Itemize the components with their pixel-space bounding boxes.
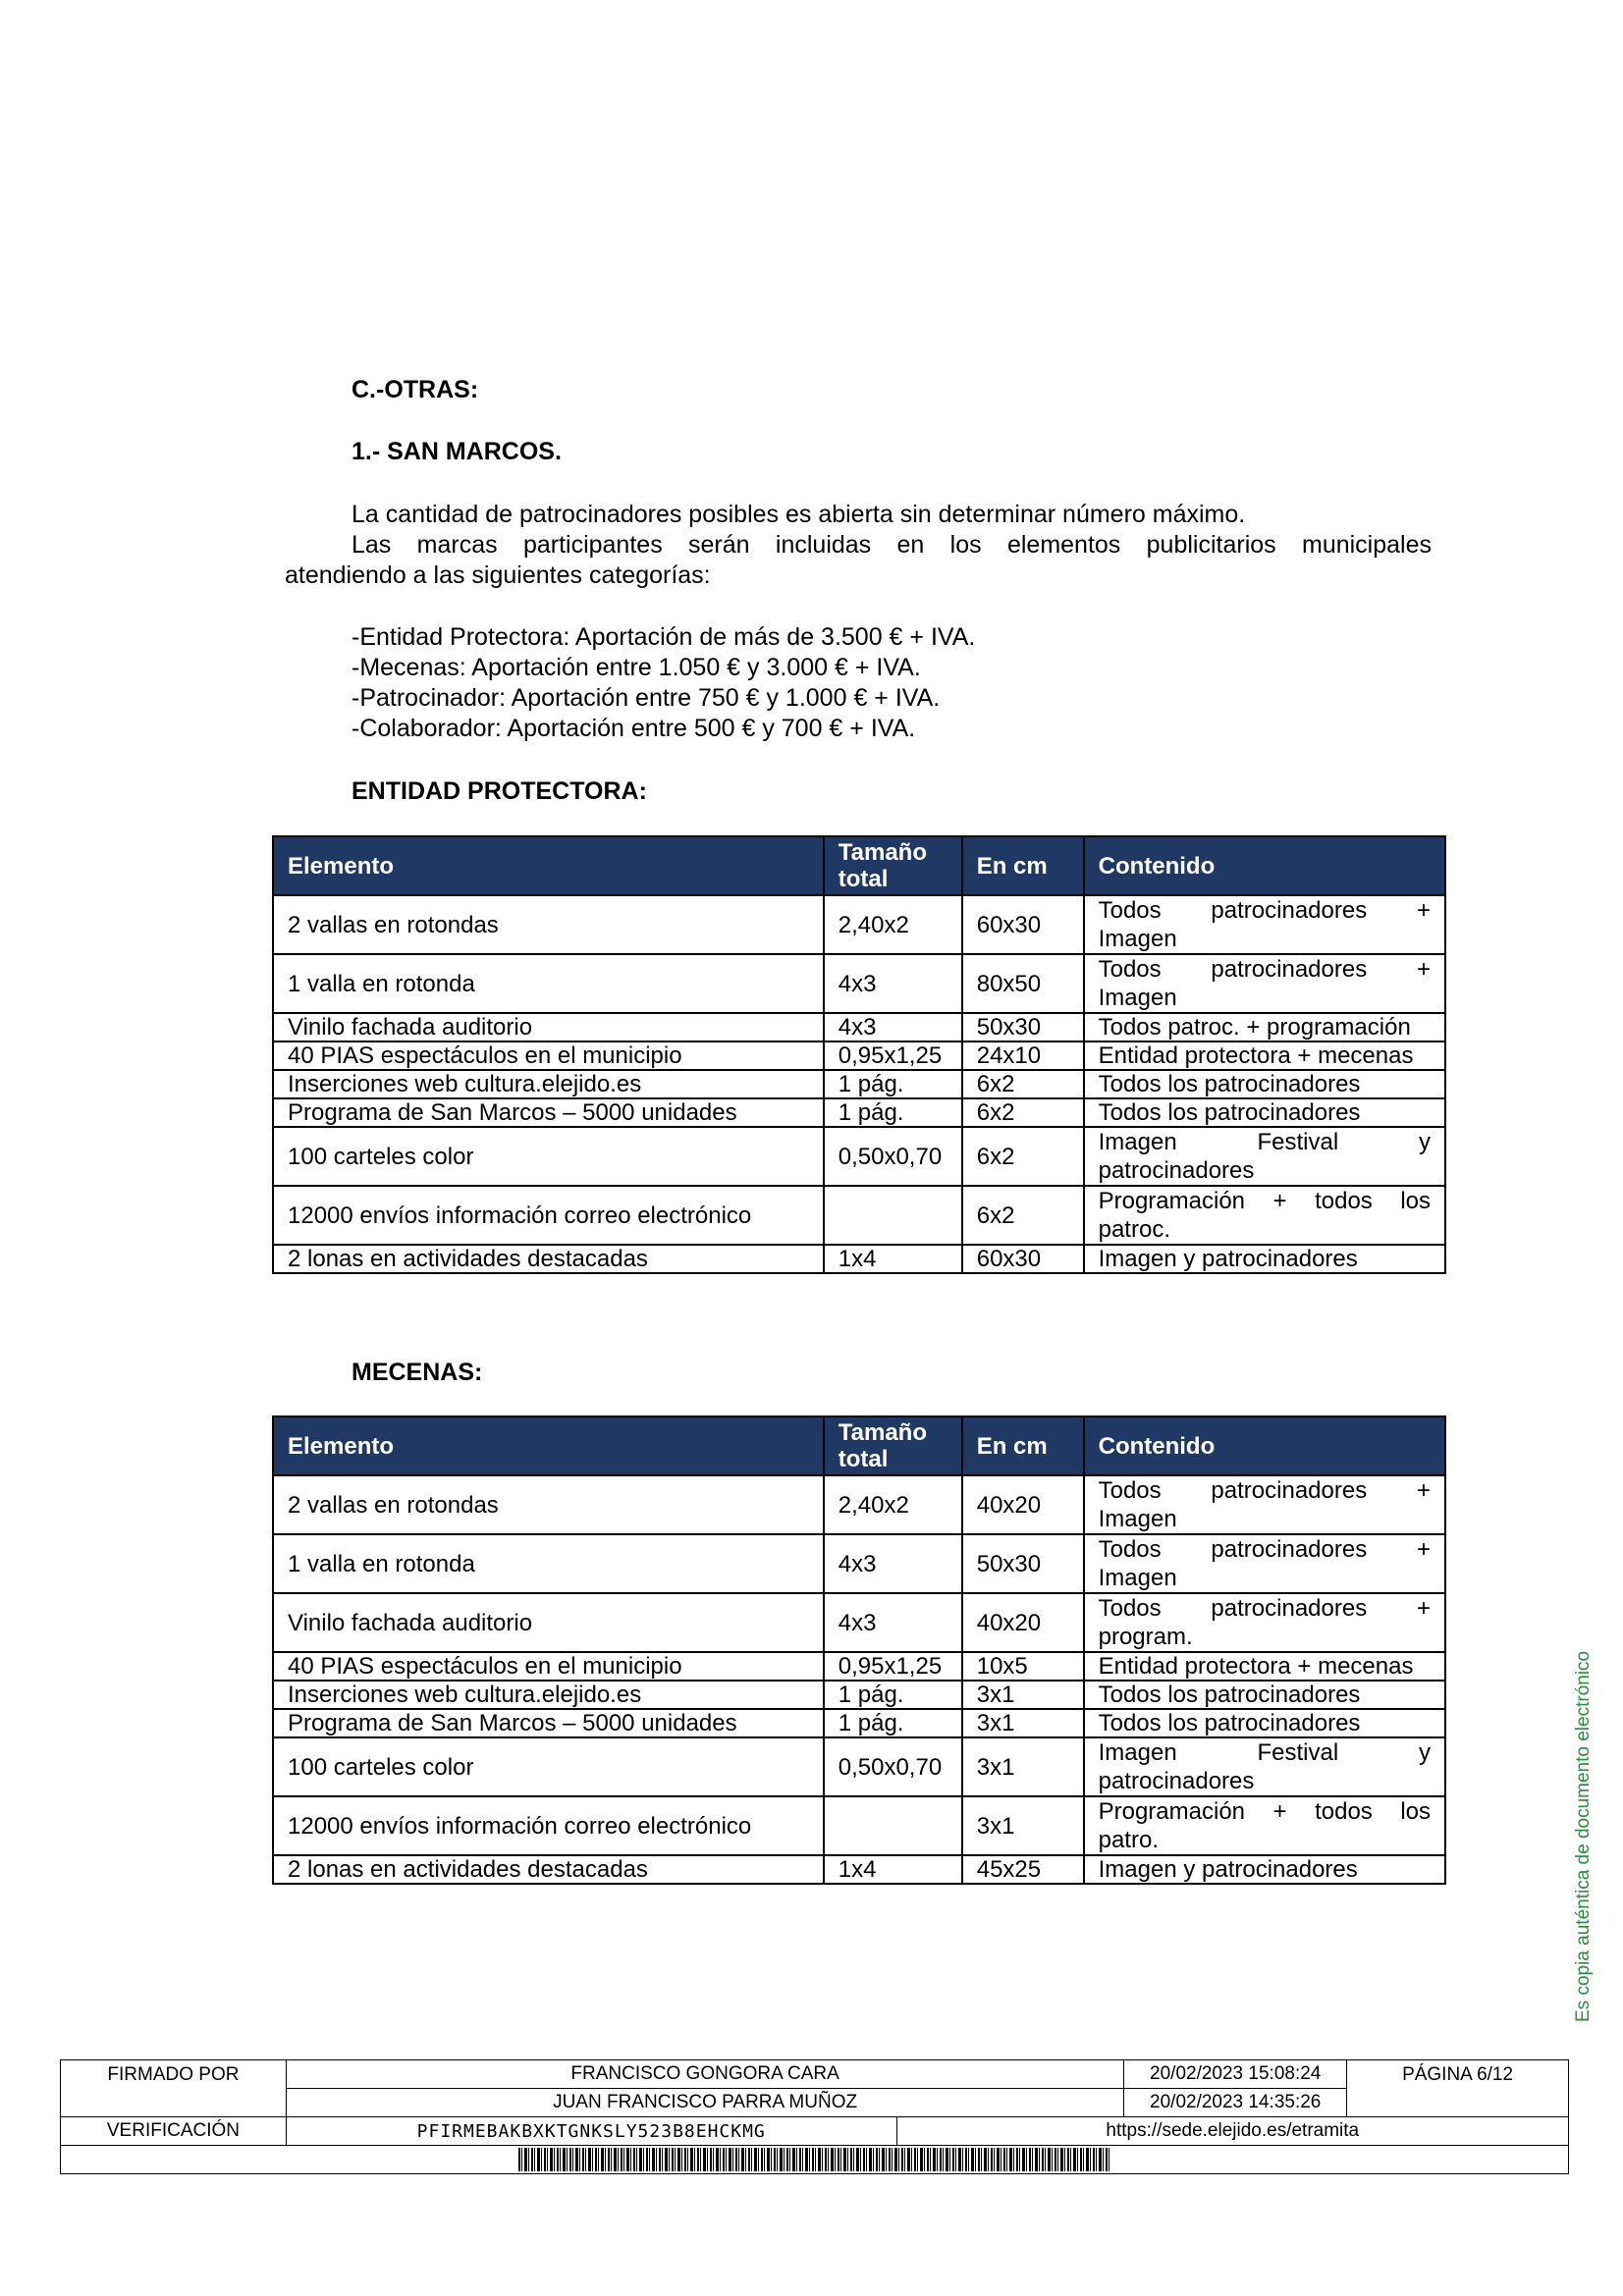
cell-contenido: Entidad protectora + mecenas [1084, 1652, 1445, 1681]
firmado-label: FIRMADO POR [61, 2060, 287, 2117]
table-row [273, 1098, 1445, 1127]
cell-elemento: Programa de San Marcos – 5000 unidades [273, 1709, 824, 1737]
mecenas-table-body [273, 1475, 1445, 1884]
header-tamano: Tamaño total [824, 1416, 962, 1475]
verification-url[interactable]: https://sede.elejido.es/etramita [896, 2117, 1568, 2146]
section-title: C.-OTRAS: [352, 376, 479, 403]
cell-contenido: Entidad protectora + mecenas [1084, 1041, 1445, 1070]
signature-block [60, 2059, 1569, 2174]
cell-tamano: 2,40x2 [824, 1475, 962, 1534]
cell-tamano: 4x3 [824, 1534, 962, 1593]
signature-date: 20/02/2023 14:35:26 [1124, 2089, 1347, 2117]
cell-en-cm: 45x25 [962, 1855, 1084, 1884]
category-item: -Entidad Protectora: Aportación de más de 3.500 € + IVA. [352, 623, 976, 651]
contenido-line: Programación + todos los [1098, 1798, 1431, 1825]
cell-en-cm: 24x10 [962, 1041, 1084, 1070]
contenido-line: Imagen Festival y [1098, 1739, 1431, 1766]
cell-elemento: 1 valla en rotonda [273, 954, 824, 1013]
cell-tamano: 1 pág. [824, 1709, 962, 1737]
cell-contenido: Todos los patrocinadores [1084, 1709, 1445, 1737]
table-row [273, 1070, 1445, 1098]
cell-tamano: 0,95x1,25 [824, 1652, 962, 1681]
cell-tamano: 4x3 [824, 954, 962, 1013]
cell-tamano: 0,50x0,70 [824, 1127, 962, 1186]
cell-en-cm: 3x1 [962, 1796, 1084, 1855]
contenido-line: patrocinadores [1098, 1768, 1255, 1794]
contenido-line: patro. [1098, 1827, 1159, 1853]
header-elemento: Elemento [273, 1416, 824, 1475]
table-row [273, 954, 1445, 1013]
watermark-text: Es copia auténtica de documento electrónico [1573, 1650, 1594, 2022]
cell-elemento: 2 lonas en actividades destacadas [273, 1855, 824, 1884]
header-contenido: Contenido [1084, 836, 1445, 895]
mecenas-title: MECENAS: [352, 1359, 483, 1386]
contenido-line: program. [1098, 1624, 1193, 1650]
table-row [273, 1737, 1445, 1796]
header-contenido: Contenido [1084, 1416, 1445, 1475]
cell-contenido [1084, 1534, 1445, 1593]
table-row [273, 1855, 1445, 1884]
cell-tamano: 0,50x0,70 [824, 1737, 962, 1796]
cell-elemento: 100 carteles color [273, 1127, 824, 1186]
cell-tamano: 1x4 [824, 1855, 962, 1884]
cell-elemento: Programa de San Marcos – 5000 unidades [273, 1098, 824, 1127]
contenido-line: Imagen [1098, 985, 1177, 1011]
cell-en-cm: 3x1 [962, 1681, 1084, 1709]
cell-en-cm: 40x20 [962, 1593, 1084, 1652]
verificacion-label: VERIFICACIÓN [61, 2117, 287, 2146]
signer-name: JUAN FRANCISCO PARRA MUÑOZ [286, 2089, 1123, 2117]
contenido-line: Todos patrocinadores + [1098, 897, 1431, 924]
cell-tamano: 2,40x2 [824, 895, 962, 954]
cell-en-cm: 3x1 [962, 1709, 1084, 1737]
contenido-line: Imagen [1098, 1506, 1177, 1532]
contenido-line: Imagen Festival y [1098, 1129, 1431, 1155]
cell-tamano: 0,95x1,25 [824, 1041, 962, 1070]
category-item: -Colaborador: Aportación entre 500 € y 700 € + IVA. [352, 715, 916, 742]
cell-contenido [1084, 1127, 1445, 1186]
cell-elemento: 100 carteles color [273, 1737, 824, 1796]
contenido-line: Todos patrocinadores + [1098, 1477, 1431, 1504]
cell-contenido: Todos los patrocinadores [1084, 1098, 1445, 1127]
cell-tamano: 1 pág. [824, 1681, 962, 1709]
contenido-line: Todos patrocinadores + [1098, 1595, 1431, 1622]
cell-elemento: 40 PIAS espectáculos en el municipio [273, 1652, 824, 1681]
cell-en-cm: 3x1 [962, 1737, 1084, 1796]
cell-en-cm: 6x2 [962, 1127, 1084, 1186]
category-list [352, 622, 975, 744]
cell-contenido [1084, 1593, 1445, 1652]
contenido-line: Imagen [1098, 1565, 1177, 1591]
cell-tamano: 4x3 [824, 1593, 962, 1652]
table-row [273, 1709, 1445, 1737]
cell-elemento: 2 lonas en actividades destacadas [273, 1245, 824, 1273]
verification-code: PFIRMEBAKBXKTGNKSLY523B8EHCKMG [286, 2117, 896, 2146]
page-number: PÁGINA 6/12 [1347, 2060, 1569, 2117]
cell-tamano: 4x3 [824, 1013, 962, 1041]
table-row [273, 1013, 1445, 1041]
cell-contenido [1084, 1475, 1445, 1534]
cell-tamano: 1x4 [824, 1245, 962, 1273]
cell-contenido [1084, 1186, 1445, 1245]
intro-line-2: Las marcas participantes serán incluidas en los elementos publicitarios municipales [352, 531, 1432, 559]
cell-contenido: Todos patroc. + programación [1084, 1013, 1445, 1041]
cell-elemento: 40 PIAS espectáculos en el municipio [273, 1041, 824, 1070]
barcode-row [61, 2146, 1569, 2174]
contenido-line: Imagen [1098, 926, 1177, 952]
cell-contenido [1084, 1737, 1445, 1796]
cell-en-cm: 50x30 [962, 1534, 1084, 1593]
cell-en-cm: 6x2 [962, 1186, 1084, 1245]
table-row [273, 1041, 1445, 1070]
intro-line-3: atendiendo a las siguientes categorías: [285, 561, 711, 589]
table-row [273, 1534, 1445, 1593]
subsection-title: 1.- SAN MARCOS. [352, 438, 562, 465]
signature-date: 20/02/2023 15:08:24 [1124, 2060, 1347, 2089]
cell-elemento: Vinilo fachada auditorio [273, 1593, 824, 1652]
table-row [273, 1796, 1445, 1855]
header-en-cm: En cm [962, 1416, 1084, 1475]
cell-en-cm: 6x2 [962, 1098, 1084, 1127]
cell-en-cm: 10x5 [962, 1652, 1084, 1681]
contenido-line: Todos patrocinadores + [1098, 1536, 1431, 1563]
cell-contenido [1084, 895, 1445, 954]
header-elemento: Elemento [273, 836, 824, 895]
table-row [273, 1475, 1445, 1534]
entidad-table-body [273, 895, 1445, 1273]
cell-tamano: 1 pág. [824, 1070, 962, 1098]
cell-elemento: Vinilo fachada auditorio [273, 1013, 824, 1041]
table-row [273, 1245, 1445, 1273]
contenido-line: patroc. [1098, 1216, 1170, 1243]
cell-tamano: 1 pág. [824, 1098, 962, 1127]
cell-contenido: Imagen y patrocinadores [1084, 1855, 1445, 1884]
cell-en-cm: 40x20 [962, 1475, 1084, 1534]
cell-en-cm: 60x30 [962, 1245, 1084, 1273]
cell-en-cm: 50x30 [962, 1013, 1084, 1041]
cell-elemento: Inserciones web cultura.elejido.es [273, 1070, 824, 1098]
cell-elemento: 2 vallas en rotondas [273, 895, 824, 954]
header-tamano: Tamaño total [824, 836, 962, 895]
signer-name: FRANCISCO GONGORA CARA [286, 2060, 1123, 2089]
table-row [273, 1127, 1445, 1186]
cell-elemento: 1 valla en rotonda [273, 1534, 824, 1593]
entidad-table [272, 835, 1446, 1274]
table-row [273, 1681, 1445, 1709]
cell-contenido [1084, 954, 1445, 1013]
table-header-row [273, 836, 1445, 895]
intro-line-1: La cantidad de patrocinadores posibles es abierta sin determinar número máximo. [352, 501, 1246, 528]
cell-en-cm: 60x30 [962, 895, 1084, 954]
contenido-line: patrocinadores [1098, 1157, 1255, 1184]
cell-en-cm: 6x2 [962, 1070, 1084, 1098]
cell-contenido [1084, 1796, 1445, 1855]
cell-tamano [824, 1796, 962, 1855]
authenticity-watermark [1569, 1620, 1598, 2022]
category-item: -Patrocinador: Aportación entre 750 € y 1.000 € + IVA. [352, 684, 941, 712]
table-row [273, 1186, 1445, 1245]
contenido-line: Programación + todos los [1098, 1188, 1431, 1214]
cell-en-cm: 80x50 [962, 954, 1084, 1013]
header-en-cm: En cm [962, 836, 1084, 895]
cell-contenido: Todos los patrocinadores [1084, 1681, 1445, 1709]
barcode [518, 2148, 1111, 2171]
cell-elemento: Inserciones web cultura.elejido.es [273, 1681, 824, 1709]
cell-elemento: 12000 envíos información correo electrónico [273, 1186, 824, 1245]
cell-tamano [824, 1186, 962, 1245]
contenido-line: Todos patrocinadores + [1098, 956, 1431, 983]
cell-contenido: Todos los patrocinadores [1084, 1070, 1445, 1098]
cell-elemento: 12000 envíos información correo electrónico [273, 1796, 824, 1855]
category-item: -Mecenas: Aportación entre 1.050 € y 3.000 € + IVA. [352, 654, 921, 681]
entidad-title: ENTIDAD PROTECTORA: [352, 777, 647, 805]
table-row [273, 1652, 1445, 1681]
table-header-row [273, 1416, 1445, 1475]
cell-elemento: 2 vallas en rotondas [273, 1475, 824, 1534]
mecenas-table [272, 1415, 1446, 1885]
table-row [273, 895, 1445, 954]
cell-contenido: Imagen y patrocinadores [1084, 1245, 1445, 1273]
table-row [273, 1593, 1445, 1652]
